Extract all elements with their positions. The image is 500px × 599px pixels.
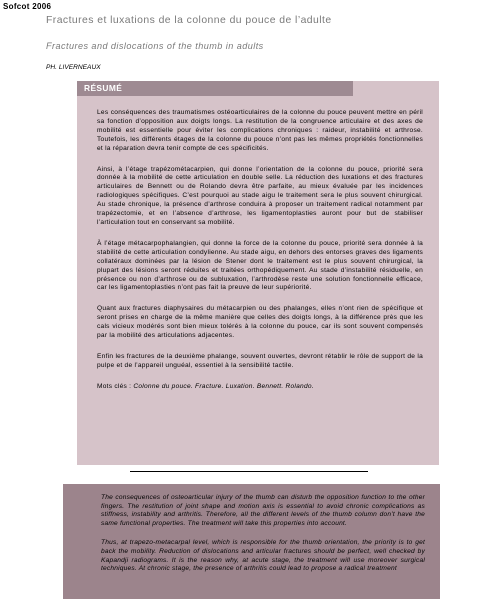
author-name: PH. LIVERNEAUX	[46, 64, 101, 71]
keywords-line	[97, 383, 423, 392]
journal-tag: Sofcot 2006	[3, 2, 52, 11]
section-divider	[130, 471, 368, 472]
resume-heading: RÉSUMÉ	[77, 81, 353, 96]
keywords-label: Mots clés :	[97, 382, 132, 390]
abstract-paragraph: Thus, at trapezo-metacarpal level, which is responsible for the thumb orientation, the priority is to get back the mobility. Reduction of dislocations and articular fractures should be perfect, well checked by Kapandji radiograms. It is the reason why, at acute stage, the treatment will use moreover surgical techniques. At chronic stage, the presence of arthritis could lead to propose a radical treatment	[101, 539, 425, 573]
resume-paragraph: Ainsi, à l’étage trapézométacarpien, qui donne l’orientation de la colonne du pouce, priorité sera donnée à la mobilité de cette articulation en double selle. La réduction des luxations et des fractures articulaires de Bennett ou de Rolando devra être parfaite, au mieux évaluée par les incidences radiologiques spécifiques. C’est pourquoi au stade aigu le traitement sera le plus souvent chirurgical. Au stade chronique, la présence d’arthrose conduira à proposer un traitement radical notamment par trapézectomie, et en l’absence d’arthrose, les ligamentoplasties auront pour but de stabiliser l’articulation tout en conservant sa mobilité.	[97, 165, 423, 226]
keywords-values: Colonne du pouce. Fracture. Luxation. Bennett. Rolando.	[133, 382, 314, 390]
abstract-paragraph: The consequences of osteoarticular injury of the thumb can disturb the opposition function to the other fingers. The restitution of joint shape and motion axis is essential to avoid chronic complications as stiffness, instability and arthritis. Therefore, all the different levels of the thumb column don’t have the same functional properties. The treatment will take this properties into account.	[101, 494, 425, 527]
resume-body	[97, 109, 423, 392]
abstract-body	[101, 494, 425, 585]
resume-paragraph: À l’étage métacarpophalangien, qui donne la force de la colonne du pouce, priorité sera donnée à la stabilité de cette articulation condylienne. Au stade aigu, en dehors des entorses graves des ligaments collatéraux dominées par la lésion de Stener dont le traitement est le plus souvent chirurgical, la plupart des lésions seront réduites et traitées orthopédiquement. Au stade d’instabilité résiduelle, en présence ou non d’arthrose ou de subluxation, l’arthrodèse reste une solution fonctionnelle efficace, car les ligamentoplasties n’ont pas fait la preuve de leur supériorité.	[97, 239, 423, 292]
resume-paragraph: Enfin les fractures de la deuxième phalange, souvent ouvertes, devront rétablir le rôle de support de la pulpe et de l’appareil unguéal, essentiel à la sensibilité tactile.	[97, 352, 423, 369]
english-abstract-section	[63, 484, 440, 599]
article-title-english: Fractures and dislocations of the thumb in adults	[46, 41, 264, 51]
article-title-french: Fractures et luxations de la colonne du pouce de l’adulte	[46, 15, 332, 26]
resume-paragraph: Les conséquences des traumatismes ostéoarticulaires de la colonne du pouce peuvent mettre en péril sa fonction d’opposition aux doigts longs. La restitution de la congruence articulaire et des axes de mobilité est essentielle pour éviter les complications chroniques : raideur, instabilité et arthrose. Toutefois, les différents étages de la colonne du pouce n’ont pas les mêmes propriétés fonctionnelles et la réparation devra tenir compte de ces spécificités.	[97, 109, 423, 152]
resume-paragraph: Quant aux fractures diaphysaires du métacarpien ou des phalanges, elles n’ont rien de spécifique et seront prises en charge de la même manière que celles des doigts longs, à la différence près que les cals vicieux modérés sont bien mieux tolérés à la colonne du pouce, car ils sont souvent compensés par la mobilité des articulations adjacentes.	[97, 305, 423, 340]
resume-section	[77, 81, 439, 465]
